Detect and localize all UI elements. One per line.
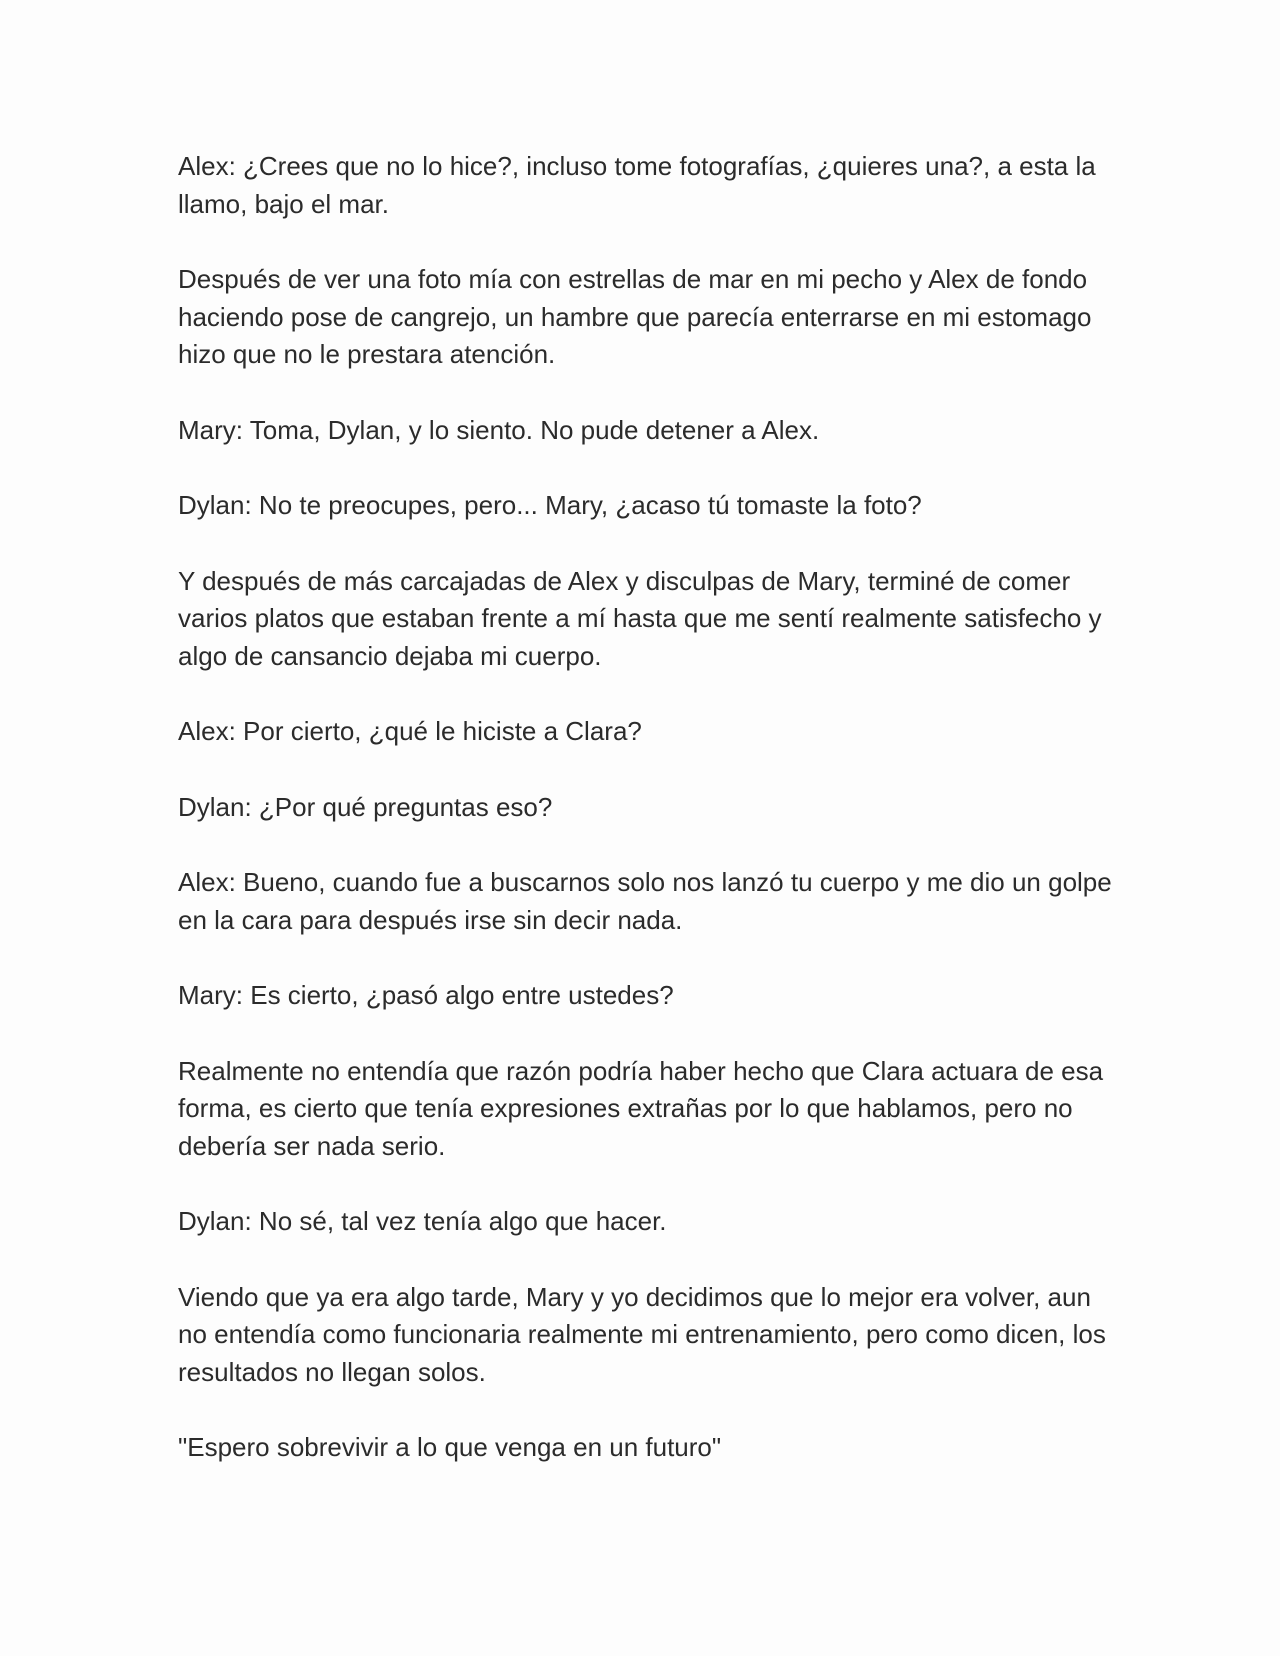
paragraph-narration-return: Viendo que ya era algo tarde, Mary y yo decidimos que lo mejor era volver, aun no entendía como funcionaria realmente mi entrenamiento, pero como dicen, los resultados no llegan solos. (178, 1281, 1106, 1387)
paragraph-dylan-question: Dylan: No te preocupes, pero... Mary, ¿acaso tú tomaste la foto? (178, 490, 922, 520)
paragraph-mary-asks: Mary: Es cierto, ¿pasó algo entre ustedes? (178, 980, 674, 1010)
paragraph-narration-photo: Después de ver una foto mía con estrellas de mar en mi pecho y Alex de fondo haciendo pose de cangrejo, un hambre que parecía enterrarse en mi estomago hizo que no le prestara atención. (178, 264, 1092, 369)
paragraph-alex-clara: Alex: Por cierto, ¿qué le hiciste a Clara? (178, 716, 642, 746)
paragraph-alex-photos: Alex: ¿Crees que no lo hice?, incluso tome fotografías, ¿quieres una?, a esta la llamo, bajo el mar. (178, 151, 1096, 219)
document-body (178, 148, 1113, 1505)
paragraph-closing-thought: "Espero sobrevivir a lo que venga en un futuro" (178, 1432, 722, 1462)
paragraph-mary-apology: Mary: Toma, Dylan, y lo siento. No pude detener a Alex. (178, 414, 820, 445)
paragraph-alex-explains: Alex: Bueno, cuando fue a buscarnos solo nos lanzó tu cuerpo y me dio un golpe en la cara para después irse sin decir nada. (178, 867, 1112, 935)
paragraph-dylan-unsure: Dylan: No sé, tal vez tenía algo que hacer. (178, 1206, 667, 1236)
paragraph-dylan-why: Dylan: ¿Por qué preguntas eso? (178, 791, 553, 822)
paragraph-narration-clara: Realmente no entendía que razón podría haber hecho que Clara actuara de esa forma, es cierto que tenía expresiones extrañas por lo que hablamos, pero no debería ser nada serio. (178, 1055, 1104, 1161)
paragraph-narration-eating: Y después de más carcajadas de Alex y disculpas de Mary, terminé de comer varios platos que estaban frente a mí hasta que me sentí realmente satisfecho y algo de cansancio dejaba mi cuerpo. (178, 565, 1102, 671)
